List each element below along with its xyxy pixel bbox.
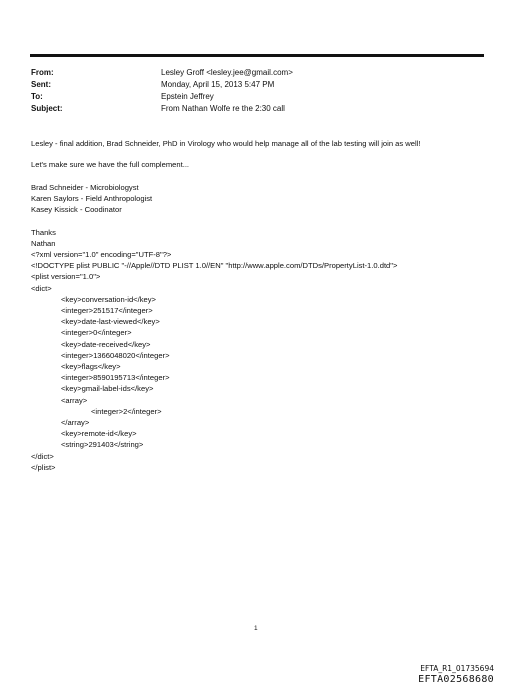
to-value: Epstein Jeffrey bbox=[161, 92, 214, 101]
body-paragraph-1: Lesley - final addition, Brad Schneider, PhD in Virology who would help manage all of the lab testing will join as well! bbox=[31, 139, 421, 148]
thanks-text: Thanks bbox=[31, 228, 56, 237]
plist-line: <integer>8590195713</integer> bbox=[61, 373, 170, 383]
plist-line: <key>remote-id</key> bbox=[61, 429, 137, 439]
sent-value: Monday, April 15, 2013 5:47 PM bbox=[161, 80, 275, 89]
page-number: 1 bbox=[254, 625, 258, 632]
plist-line: <?xml version="1.0" encoding="UTF-8"?> bbox=[31, 250, 172, 259]
plist-line: <integer>1366048020</integer> bbox=[61, 350, 170, 360]
signature-text: Nathan bbox=[31, 239, 56, 248]
people-item: Brad Schneider - Microbiologyst bbox=[31, 183, 139, 192]
to-label: To: bbox=[31, 92, 43, 101]
header-rule bbox=[30, 54, 484, 57]
plist-line: </dict> bbox=[31, 451, 54, 461]
bates-number-large: EFTA02568680 bbox=[418, 674, 494, 685]
plist-line: </array> bbox=[61, 418, 90, 427]
plist-line: <array> bbox=[61, 395, 88, 405]
plist-line: <integer>0</integer> bbox=[61, 328, 132, 338]
plist-line: <key>date-last-viewed</key> bbox=[61, 317, 160, 327]
plist-line: <key>conversation-id</key> bbox=[61, 294, 156, 304]
people-item: Karen Saylors - Field Anthropologist bbox=[31, 194, 153, 203]
plist-line: <string>291403</string> bbox=[61, 440, 144, 450]
plist-line: <key>date-received</key> bbox=[61, 339, 151, 349]
body-paragraph-2: Let's make sure we have the full complement... bbox=[31, 160, 190, 169]
plist-line: <integer>251517</integer> bbox=[61, 306, 153, 315]
from-label: From: bbox=[31, 68, 54, 77]
people-item: Kasey Kissick - Coodinator bbox=[31, 205, 122, 214]
plist-line: </plist> bbox=[31, 462, 56, 472]
bates-number-small: EFTA_R1_01735694 bbox=[420, 664, 494, 673]
sent-label: Sent: bbox=[31, 80, 51, 89]
subject-label: Subject: bbox=[31, 104, 63, 113]
plist-line: <key>gmail-label-ids</key> bbox=[61, 384, 154, 394]
plist-line: <plist version="1.0"> bbox=[31, 272, 101, 282]
subject-value: From Nathan Wolfe re the 2:30 call bbox=[161, 104, 285, 113]
plist-line: <dict> bbox=[31, 283, 52, 293]
plist-line: <key>flags</key> bbox=[61, 362, 121, 371]
from-value: Lesley Groff <lesley.jee@gmail.com> bbox=[161, 68, 293, 77]
plist-line: <!DOCTYPE plist PUBLIC "-//Apple//DTD PLIST 1.0//EN" "http://www.apple.com/DTDs/PropertyList-1.0.dtd"> bbox=[31, 261, 398, 271]
plist-line: <integer>2</integer> bbox=[91, 406, 162, 416]
